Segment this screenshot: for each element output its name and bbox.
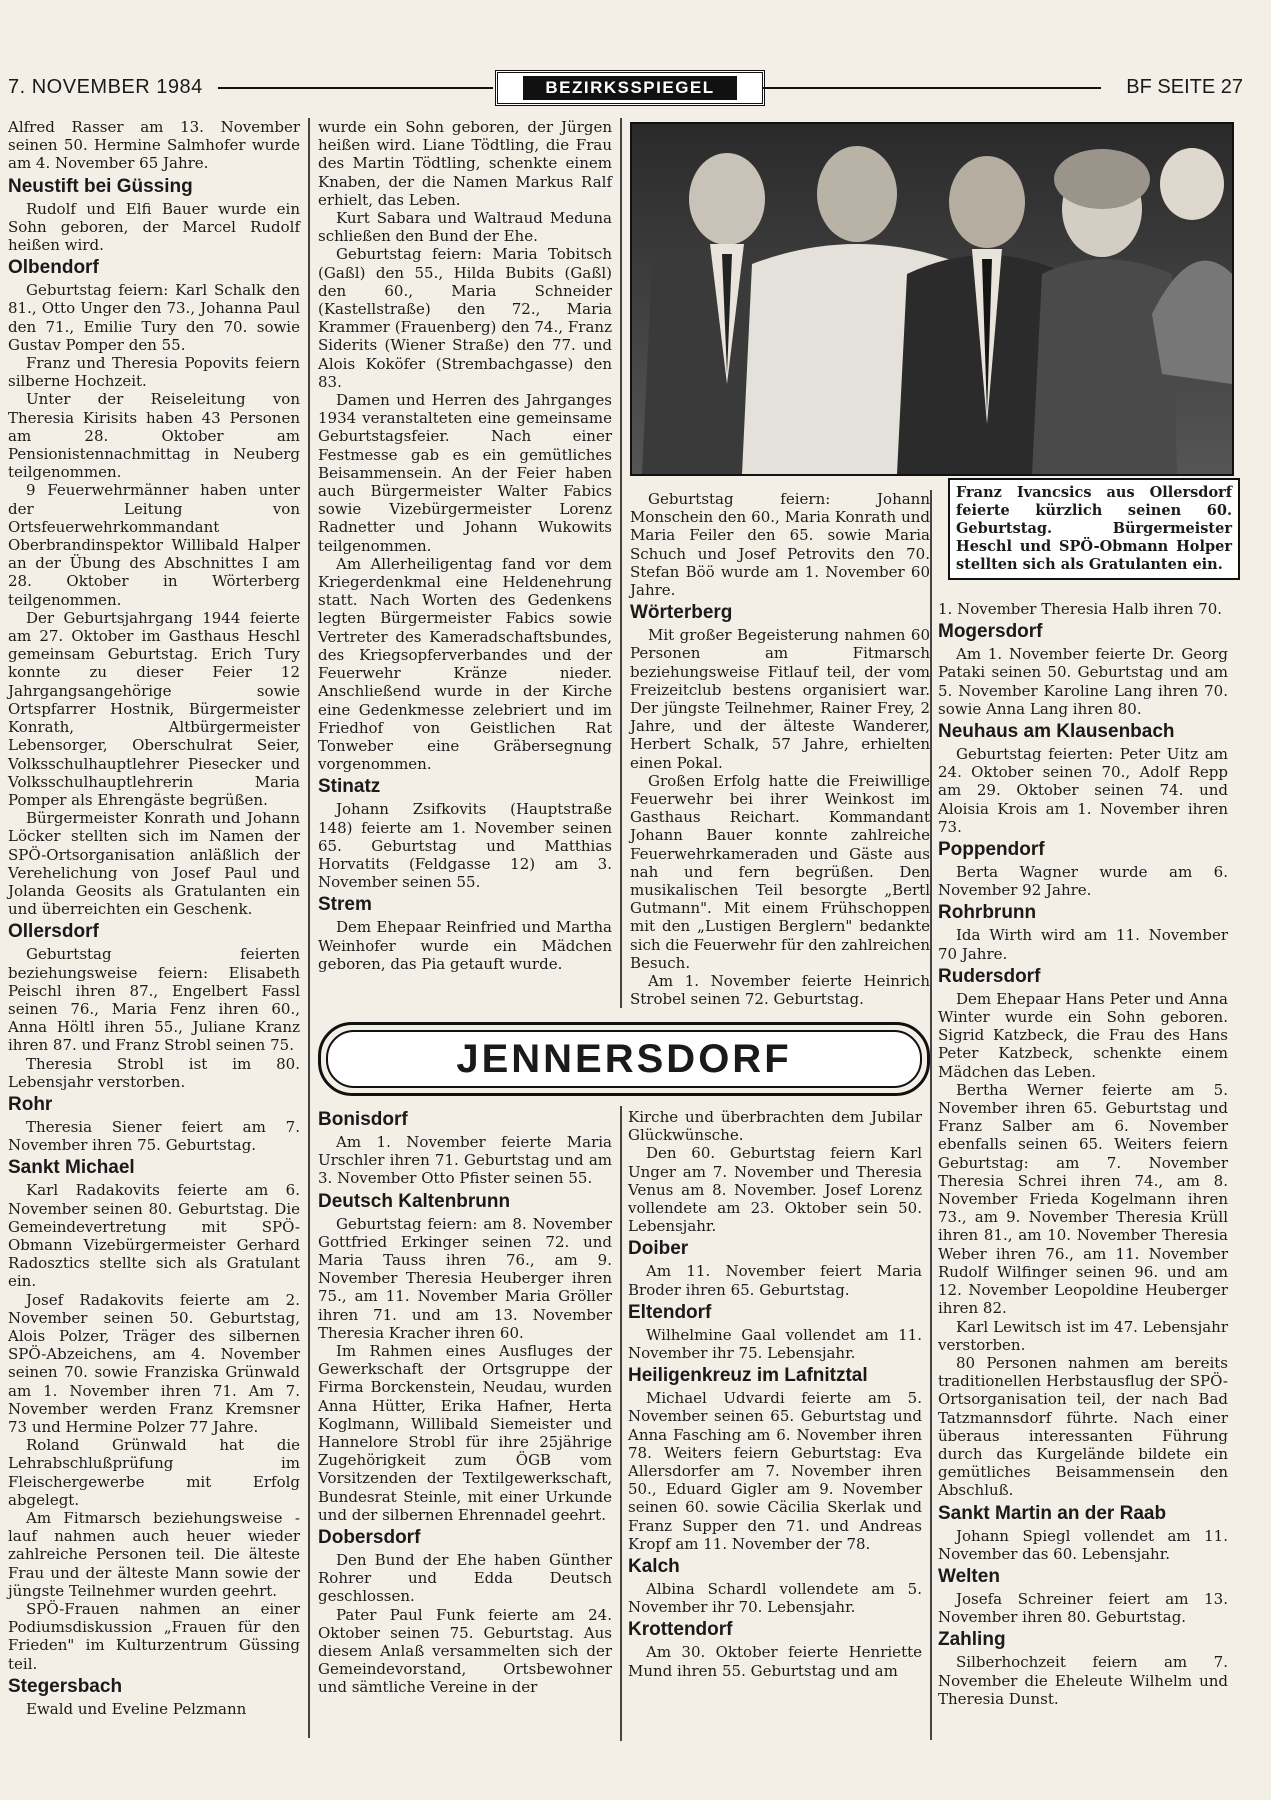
heading-welten: Welten <box>938 1565 1000 1587</box>
heading-doiber: Doiber <box>628 1238 689 1260</box>
heading-eltendorf: Eltendorf <box>628 1301 712 1323</box>
heading-deutsch-kaltenbrunn: Deutsch Kaltenbrunn <box>318 1190 511 1212</box>
paragraph: Silberhochzeit feiern am 7. November die Eheleute Wilhelm und Theresia Dunst. <box>938 1653 1228 1708</box>
paragraph: Mit großer Begeisterung nahmen 60 Personen am Fitmarsch beziehungsweise Fitlauf teil, der vom Freizeitclub bestens organisiert war. Der jüngste Teilnehmer, Rainer Frey, 2 Jahre, und der älteste Wanderer, Herbert Schalk, 57 Jahre, erhielten einen Pokal. <box>630 626 930 772</box>
paragraph: Geburtstag feierten beziehungsweise feiern: Elisabeth Peischl ihren 87., Engelbert Fassl seinen 76., Maria Fenz ihren 60., Anna Höltl ihren 55., Juliane Kranz ihren 87. und Franz Strobl seinen 75. <box>8 945 300 1055</box>
paragraph: Den 60. Geburtstag feiern Karl Unger am 7. November und Theresia Venus am 8. November. Josef Lorenz vollendete am 23. Oktober sein 50. Lebensjahr. <box>628 1144 922 1236</box>
paragraph: Theresia Strobl ist im 80. Lebensjahr verstorben. <box>8 1054 300 1091</box>
column-1 <box>8 118 300 1718</box>
paragraph: Wilhelmine Gaal vollendet am 11. November ihr 75. Lebensjahr. <box>628 1325 922 1363</box>
paragraph: Geburtstag feiern: Johann Monschein den 60., Maria Konrath und Maria Feiler den 65. sowie Maria Schuch und Josef Petrovits den 70. Stefan Böö wurde am 1. November 60 Jahre. <box>630 490 930 600</box>
heading-olbendorf: Olbendorf <box>8 257 99 279</box>
paragraph: Dem Ehepaar Reinfried und Martha Weinhofer wurde ein Mädchen geboren, das Pia getauft wurde. <box>318 918 612 973</box>
paragraph: Großen Erfolg hatte die Freiwillige Feuerwehr bei ihrer Weinkost im Gasthaus Reichart. Kommandant Johann Bauer konnte zahlreiche Feuerwehrkameraden und Gäste aus nah und fern begrüßen. Den musikalischen Teil besorgte „Bertl Gutmann". Mit einem Frühschoppen mit den „Lustigen Berglern" bedankte sich die Feuerwehr für den zahlreichen Besuch. <box>630 771 930 972</box>
paragraph: Ida Wirth wird am 11. November 70 Jahre. <box>938 926 1228 963</box>
heading-stegersbach: Stegersbach <box>8 1675 123 1697</box>
paragraph: Berta Wagner wurde am 6. November 92 Jahre. <box>938 863 1228 900</box>
paragraph: Im Rahmen eines Ausfluges der Gewerkschaft der Ortsgruppe der Firma Borckenstein, Neudau, wurden Anna Hütter, Erika Hafner, Herta Koglmann, Willibald Siemeister und Hannelore Strobl für ihre 25jährige Zugehörigkeit zum ÖGB vom Vorsitzenden der Textilgewerkschaft, Bundesrat Steinle, mit einer Urkunde und der silbernen Ehrennadel geehrt. <box>318 1342 612 1524</box>
column-divider <box>620 1106 622 1741</box>
paragraph: Am 11. November feiert Maria Broder ihren 65. Geburtstag. <box>628 1262 922 1299</box>
paragraph: 9 Feuerwehrmänner haben unter der Leitung von Ortsfeuerwehrkommandant Oberbrandinspektor Willibald Halper an der Übung des Abschnittes I am 28. Oktober in Wörterberg teilgenommen. <box>8 481 300 609</box>
header-rule-left <box>218 87 493 89</box>
paragraph: Pater Paul Funk feierte am 24. Oktober seinen 75. Geburtstag. Aus diesem Anlaß versammelten sich der Gemeindevorstand, Ortsbewohner und sämtliche Vereine in der <box>318 1605 612 1697</box>
paragraph: Kirche und überbrachten dem Jubilar Glückwünsche. <box>628 1108 922 1145</box>
paragraph: Bürgermeister Konrath und Johann Löcker stellten sich im Namen der SPÖ-Ortsorganisation anläßlich der Verehelichung von Josef Paul und Jolanda Geosits als Gratulanten ein und überreichten ein Geschenk. <box>8 809 300 919</box>
section-banner <box>495 70 765 106</box>
column-divider <box>620 118 622 1008</box>
heading-neustift: Neustift bei Güssing <box>8 175 193 197</box>
column-4 <box>938 600 1228 1708</box>
jennersdorf-banner <box>318 1022 930 1096</box>
paragraph: Theresia Siener feiert am 7. November ihren 75. Geburtstag. <box>8 1117 300 1155</box>
paragraph: Josefa Schreiner feiert am 13. November ihren 80. Geburtstag. <box>938 1589 1228 1627</box>
heading-ollersdorf: Ollersdorf <box>8 921 99 943</box>
column-3 <box>630 490 930 1008</box>
paragraph: Karl Radakovits feierte am 6. November seinen 80. Geburtstag. Die Gemeindevertretung mit SPÖ-Obmann Vizebürgermeister Gerhard Radosztics stellte sich als Gratulant ein. <box>8 1181 300 1291</box>
heading-poppendorf: Poppendorf <box>938 839 1045 861</box>
jennersdorf-column-2 <box>628 1108 922 1680</box>
column-divider <box>930 490 932 1740</box>
paragraph: Albina Schardl vollendete am 5. November ihr 70. Lebensjahr. <box>628 1580 922 1617</box>
paragraph: Alfred Rasser am 13. November seinen 50. Hermine Salmhofer wurde am 4. November 65 Jahre. <box>8 118 300 173</box>
heading-neuhaus: Neuhaus am Klausenbach <box>938 721 1175 743</box>
heading-sankt-michael: Sankt Michael <box>8 1157 135 1179</box>
paragraph: Am 1. November feierte Maria Urschler ihren 71. Geburtstag und am 3. November Otto Pfister seinen 55. <box>318 1133 612 1188</box>
paragraph: Rudolf und Elfi Bauer wurde ein Sohn geboren, der Marcel Rudolf heißen wird. <box>8 199 300 255</box>
paragraph: Damen und Herren des Jahrganges 1934 veranstalteten eine gemeinsame Geburtstagsfeier. Nach einer Festmesse gab es ein gemütliches Beisammensein. An der Feier haben auch Bürgermeister Walter Fabics sowie Vizebürgermeister Lorenz Radnetter und Johann Wukowits teilgenommen. <box>318 391 612 555</box>
heading-sankt-martin: Sankt Martin an der Raab <box>938 1502 1167 1524</box>
heading-woerterberg: Wörterberg <box>630 602 733 624</box>
paragraph: Den Bund der Ehe haben Günther Rohrer und Edda Deutsch geschlossen. <box>318 1551 612 1606</box>
heading-rudersdorf: Rudersdorf <box>938 965 1041 987</box>
news-photo <box>630 122 1234 476</box>
paragraph: Geburtstag feiern: Maria Tobitsch (Gaßl) den 55., Hilda Bubits (Gaßl) den 60., Maria Schneider (Kastellstraße) den 72., Maria Krammer (Frauenberg) den 74., Franz Siderits (Wiener Straße) den 77. und Alois Koköfer (Strembachgasse) den 83. <box>318 245 612 391</box>
paragraph: Bertha Werner feierte am 5. November ihren 65. Geburtstag und Franz Salber am 6. November ebenfalls seinen 65. Weiters feiern Geburtstag: am 7. November Theresia Schrei ihren 74., am 8. November Frieda Kogelmann ihren 73., am 9. November Theresia Krüll ihren 81., am 10. November Theresia Weber ihren 76., am 11. November Rudolf Wilfinger seinen 96. und am 12. November Leopoldine Heuberger ihren 82. <box>938 1080 1228 1318</box>
paragraph: Am 1. November feierte Heinrich Strobel seinen 72. Geburtstag. <box>630 972 930 1009</box>
jennersdorf-title: JENNERSDORF <box>326 1030 922 1088</box>
jennersdorf-column-1 <box>318 1106 612 1697</box>
paragraph: Kurt Sabara und Waltraud Meduna schließen den Bund der Ehe. <box>318 209 612 246</box>
column-divider <box>308 118 310 1738</box>
column-3-text <box>630 490 930 1008</box>
paragraph: Geburtstag feiern: Karl Schalk den 81., Otto Unger den 73., Johanna Paul den 71., Emilie Tury den 70. sowie Gustav Pomper den 55. <box>8 281 300 354</box>
paragraph: Geburtstag feiern: am 8. November Gottfried Erkinger seinen 72. und Maria Tauss ihren 76., am 9. November Theresia Heuberger ihren 75., am 11. November Maria Gröller ihren 71. und am 13. November Theresia Kracher ihren 60. <box>318 1214 612 1342</box>
heading-zahling: Zahling <box>938 1629 1006 1651</box>
paragraph: Geburtstag feierten: Peter Uitz am 24. Oktober seinen 70., Adolf Repp am 29. Oktober seinen 74. und Aloisia Krois am 1. November ihren 73. <box>938 745 1228 836</box>
paragraph: Johann Zsifkovits (Hauptstraße 148) feierte am 1. November seinen 65. Geburtstag und Matthias Horvatits (Feldgasse 12) am 3. November seinen 55. <box>318 800 612 892</box>
photo-caption: Franz Ivancsics aus Ollersdorf feierte kürzlich seinen 60. Geburtstag. Bürgermeister Heschl und SPÖ-Obmann Holper stellten sich als Gratulanten ein. <box>948 478 1240 580</box>
heading-rohrbrunn: Rohrbrunn <box>938 902 1037 924</box>
paragraph: wurde ein Sohn geboren, der Jürgen heißen wird. Liane Tödtling, die Frau des Martin Tödtling, schenkte einem Knaben, der die Namen Markus Ralf erhielt, das Leben. <box>318 118 612 209</box>
paragraph: Roland Grünwald hat die Lehrabschlußprüfung im Fleischergewerbe mit Erfolg abgelegt. <box>8 1436 300 1509</box>
paragraph: Am 1. November feierte Dr. Georg Pataki seinen 50. Geburtstag und am 5. November Karoline Lang ihren 70. sowie Anna Lang ihren 80. <box>938 645 1228 718</box>
paragraph: 1. November Theresia Halb ihren 70. <box>938 600 1223 618</box>
paragraph: 80 Personen nahmen am bereits traditionellen Herbstausflug der SPÖ-Ortsorganisation teil, der nach Bad Tatzmannsdorf führte. Nach einer überaus interessanten Führung durch das Kurgelände bildete ein gemütliches Beisammensein den Abschluß. <box>938 1353 1228 1500</box>
heading-strem: Strem <box>318 894 372 916</box>
paragraph: Unter der Reiseleitung von Theresia Kirisits haben 43 Personen am 28. Oktober am Pensionistennachmittag in Neuberg teilgenommen. <box>8 390 300 482</box>
paragraph: Am Fitmarsch beziehungsweise -lauf nahmen auch heuer wieder zahlreiche Personen teil. Die älteste Frau und der älteste Mann sowie der jüngste Teilnehmer wurden geehrt. <box>8 1509 300 1600</box>
paragraph: Johann Spiegl vollendet am 11. November das 60. Lebensjahr. <box>938 1526 1228 1563</box>
paragraph: Karl Lewitsch ist im 47. Lebensjahr verstorben. <box>938 1317 1228 1354</box>
section-title: BEZIRKSSPIEGEL <box>523 76 736 100</box>
paragraph: Dem Ehepaar Hans Peter und Anna Winter wurde ein Sohn geboren. Sigrid Katzbeck, die Frau des Hans Peter Katzbeck, schenkte einem Mädchen das Leben. <box>938 989 1228 1081</box>
paragraph: Am Allerheiligentag fand vor dem Kriegerdenkmal eine Heldenehrung statt. Nach Worten des Gedenkens legten Bürgermeister Fabics sowie Vertreter des Kameradschaftsbundes, des Kriegsopferverbandes und der Feuerwehr Kränze nieder. Anschließend wurde in der Kirche eine Gedenkmesse zelebriert und im Friedhof von Geistlichen Rat Tonweber eine Gräbersegnung vorgenommen. <box>318 554 612 774</box>
paragraph: Michael Udvardi feierte am 5. November seinen 65. Geburtstag und Anna Fasching am 6. November ihren 78. Weiters feiern Geburtstag: Eva Allersdorfer am 7. November ihren 50., Eduard Gigler am 9. November seinen 60. sowie Cäcilia Skerlak und Franz Supper den 71. und Andreas Kropf am 11. November der 78. <box>628 1389 922 1553</box>
paragraph: Josef Radakovits feierte am 2. November seinen 50. Geburtstag, Alois Polzer, Träger des silbernen SPÖ-Abzeichens, am 4. November seinen 70. sowie Franziska Grünwald am 1. November ihren 71. Am 7. November werden Franz Kremsner 73 und Hermine Polzer 77 Jahre. <box>8 1290 300 1436</box>
heading-mogersdorf: Mogersdorf <box>938 621 1043 643</box>
paragraph: Ewald und Eveline Pelzmann <box>26 1699 247 1718</box>
header-rule-right <box>763 87 1101 89</box>
paragraph: Am 30. Oktober feierte Henriette Mund ihren 55. Geburtstag und am <box>628 1643 922 1680</box>
heading-heiligenkreuz: Heiligenkreuz im Lafnitztal <box>628 1365 868 1387</box>
photo-image <box>632 124 1232 474</box>
issue-date: 7. NOVEMBER 1984 <box>8 76 203 98</box>
heading-dobersdorf: Dobersdorf <box>318 1527 421 1549</box>
heading-krottendorf: Krottendorf <box>628 1619 733 1641</box>
paragraph: Franz und Theresia Popovits feiern silberne Hochzeit. <box>8 354 300 391</box>
heading-kalch: Kalch <box>628 1556 680 1578</box>
column-2 <box>318 118 612 973</box>
heading-bonisdorf: Bonisdorf <box>318 1109 408 1130</box>
page-header <box>8 70 1243 104</box>
heading-rohr: Rohr <box>8 1093 53 1115</box>
page-number: BF SEITE 27 <box>1126 76 1243 98</box>
paragraph: SPÖ-Frauen nahmen an einer Podiumsdiskussion „Frauen für den Frieden" im Kulturzentrum Güssing teil. <box>8 1600 300 1673</box>
heading-stinatz: Stinatz <box>318 776 381 798</box>
paragraph: Der Geburtsjahrgang 1944 feierte am 27. Oktober im Gasthaus Heschl gemeinsam Geburtstag. Erich Tury konnte zu dieser Feier 12 Jahrgangsangehörige sowie Ortspfarrer Hostnik, Bürgermeister Konrath, Altbürgermeister Lebensorger, Oberschulrat Seier, Volksschulhauptlehrer Piesecker und Volksschulhauptlehrerin Maria Pomper als Ehrengäste begrüßen. <box>8 608 300 809</box>
